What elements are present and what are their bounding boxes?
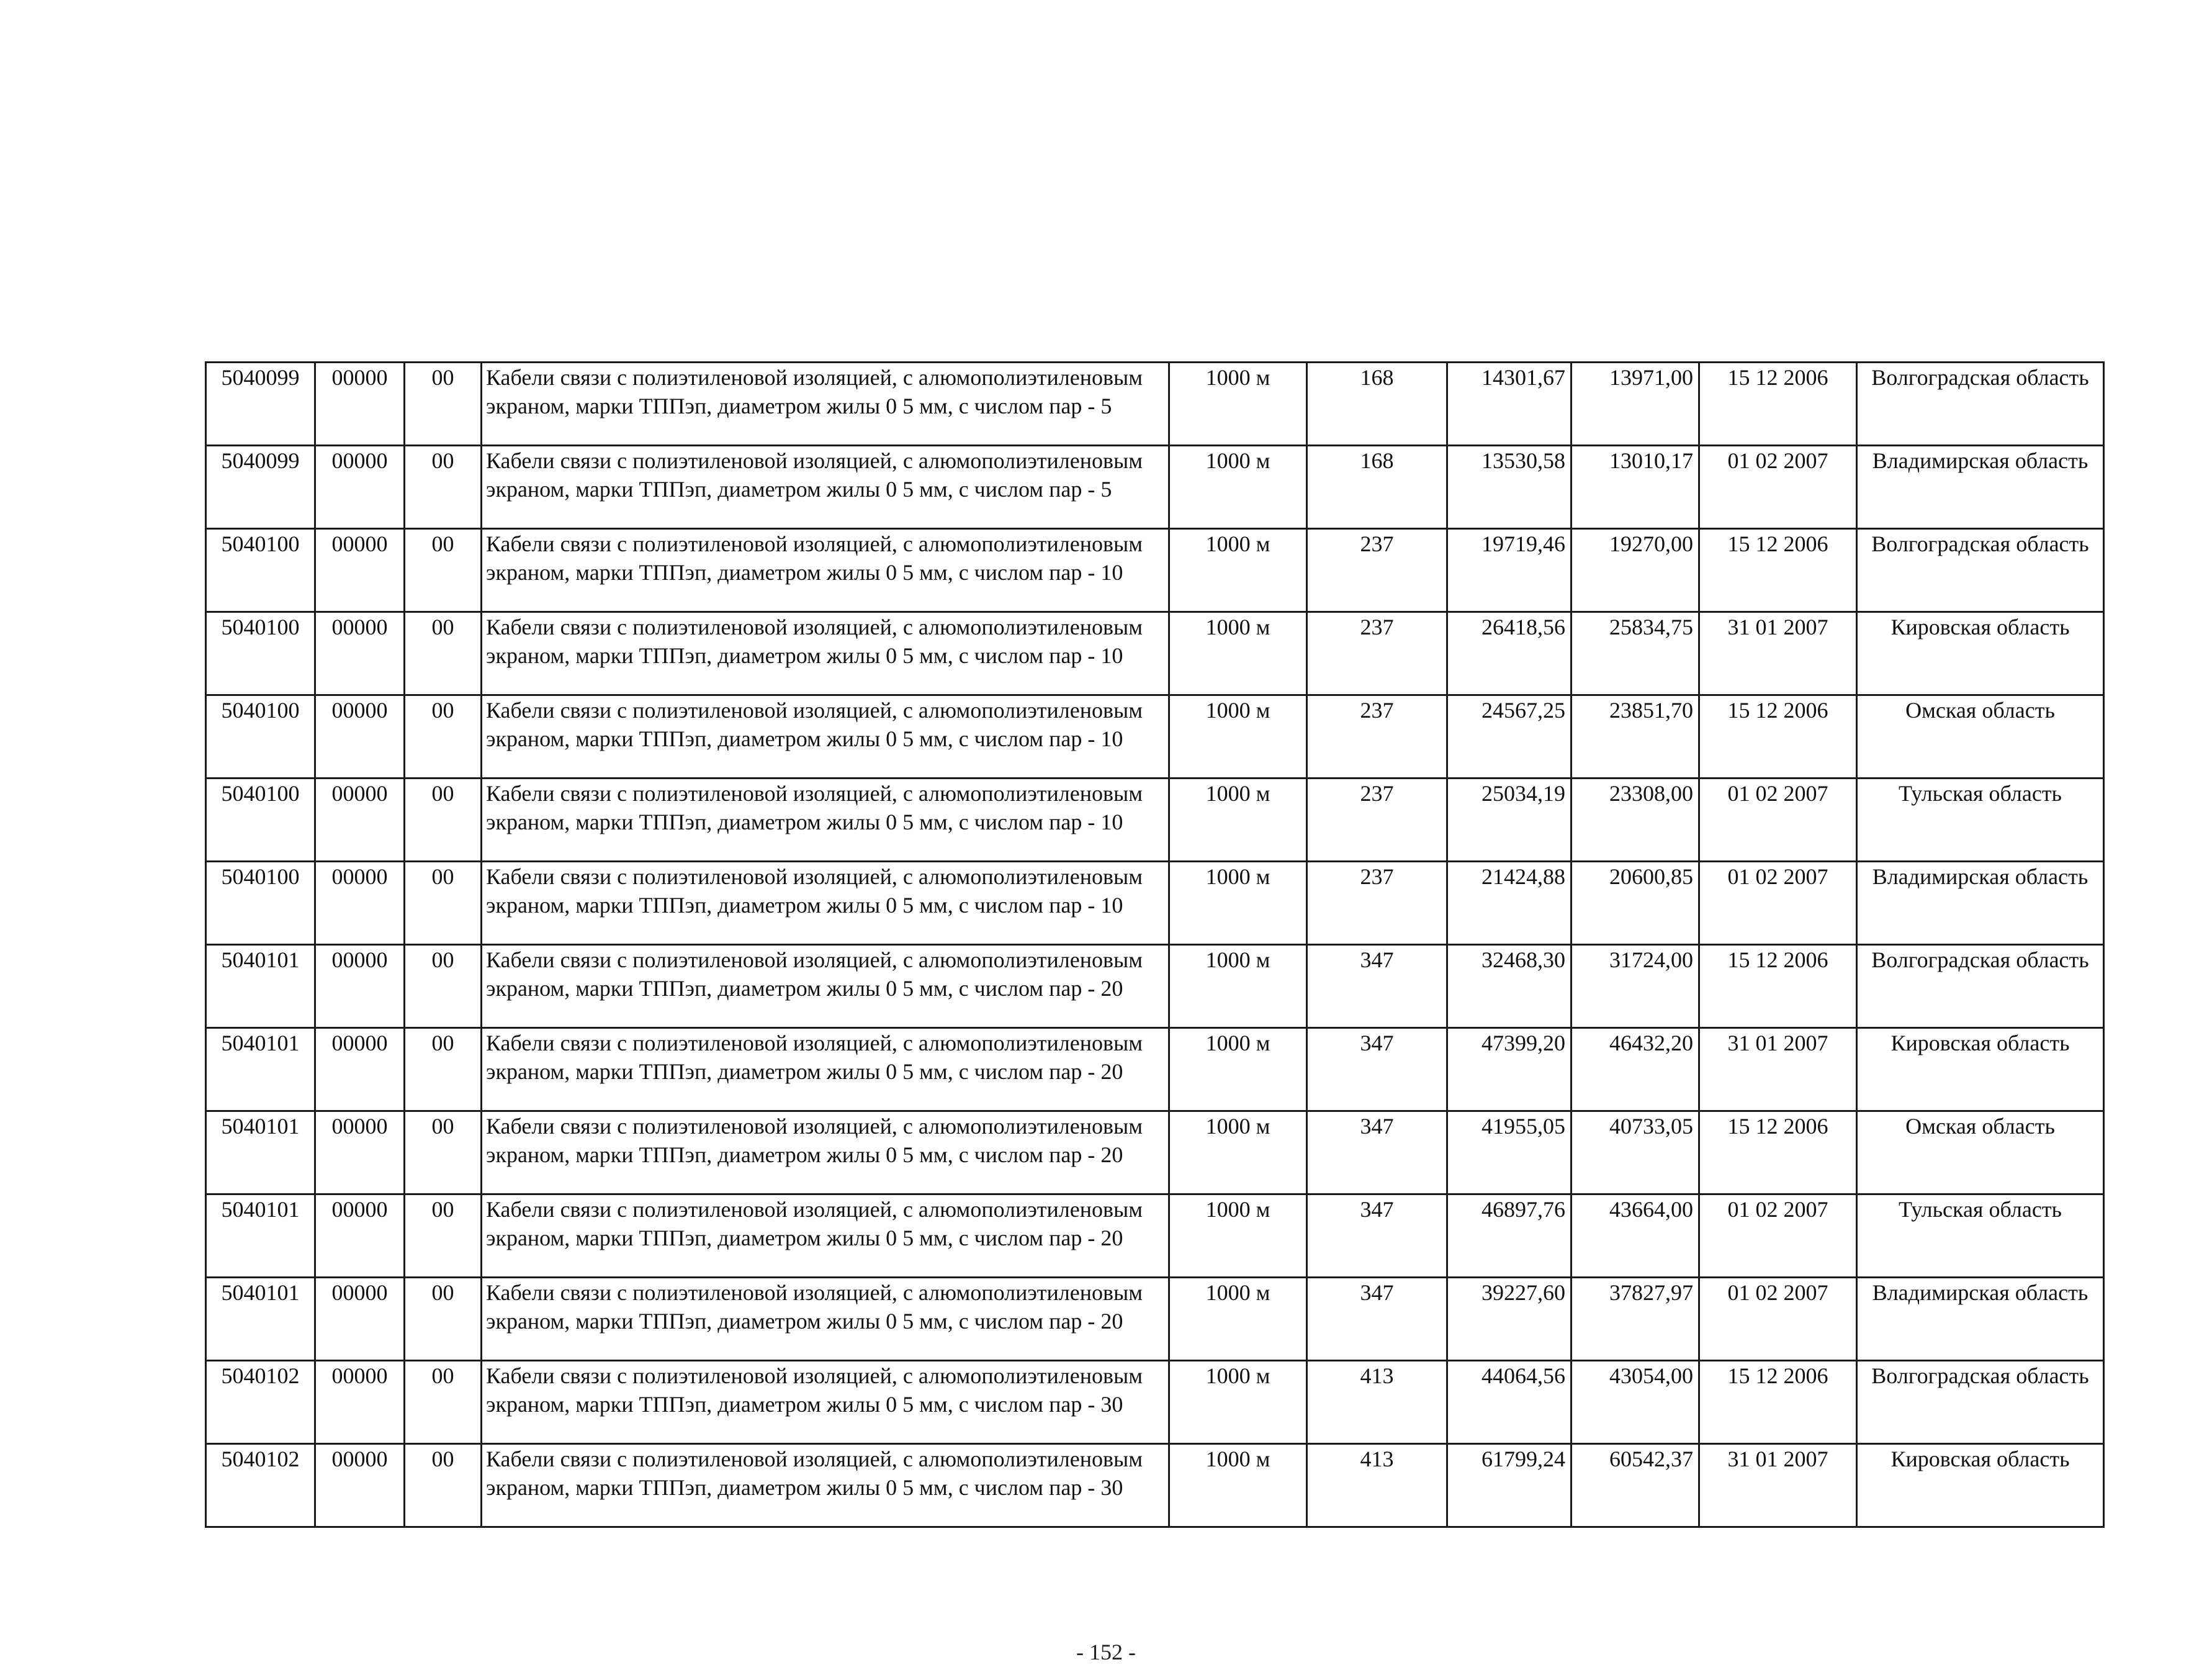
- cell-price-2: 13010,17: [1571, 446, 1699, 529]
- cell-unit: 1000 м: [1169, 363, 1307, 446]
- cell-region: Волгоградская область: [1857, 1361, 2104, 1444]
- table-row: [206, 612, 2104, 695]
- table-row: [206, 446, 2104, 529]
- cell-description: Кабели связи с полиэтиленовой изоляцией, с алюмополиэтиленовым экраном, марки ТППэп, диаметром жилы 0 5 мм, с числом пар - 30: [482, 1444, 1169, 1527]
- cell-part: 00: [405, 945, 482, 1028]
- cell-subcode: 00000: [315, 1194, 405, 1278]
- cell-price-1: 47399,20: [1447, 1028, 1571, 1111]
- cell-date: 15 12 2006: [1699, 363, 1857, 446]
- cell-part: 00: [405, 1111, 482, 1194]
- cell-code: 5040099: [206, 363, 315, 446]
- cell-code: 5040099: [206, 446, 315, 529]
- cell-subcode: 00000: [315, 1111, 405, 1194]
- cell-subcode: 00000: [315, 862, 405, 945]
- cell-date: 15 12 2006: [1699, 1361, 1857, 1444]
- table-row: [206, 1111, 2104, 1194]
- cell-date: 15 12 2006: [1699, 945, 1857, 1028]
- cell-unit: 1000 м: [1169, 446, 1307, 529]
- cell-subcode: 00000: [315, 529, 405, 612]
- cell-part: 00: [405, 1444, 482, 1527]
- cell-region: Владимирская область: [1857, 862, 2104, 945]
- cell-price-1: 26418,56: [1447, 612, 1571, 695]
- cell-part: 00: [405, 446, 482, 529]
- table-row: [206, 1278, 2104, 1361]
- cell-price-2: 43054,00: [1571, 1361, 1699, 1444]
- cell-quantity: 413: [1307, 1361, 1447, 1444]
- cell-quantity: 413: [1307, 1444, 1447, 1527]
- cell-region: Кировская область: [1857, 1028, 2104, 1111]
- cell-region: Волгоградская область: [1857, 529, 2104, 612]
- cell-description: Кабели связи с полиэтиленовой изоляцией, с алюмополиэтиленовым экраном, марки ТППэп, диаметром жилы 0 5 мм, с числом пар - 10: [482, 612, 1169, 695]
- cell-region: Волгоградская область: [1857, 945, 2104, 1028]
- cell-description: Кабели связи с полиэтиленовой изоляцией, с алюмополиэтиленовым экраном, марки ТППэп, диаметром жилы 0 5 мм, с числом пар - 20: [482, 1111, 1169, 1194]
- cell-part: 00: [405, 529, 482, 612]
- cell-price-2: 46432,20: [1571, 1028, 1699, 1111]
- cell-date: 01 02 2007: [1699, 446, 1857, 529]
- cell-part: 00: [405, 1194, 482, 1278]
- cell-code: 5040101: [206, 1278, 315, 1361]
- cell-part: 00: [405, 695, 482, 779]
- cell-subcode: 00000: [315, 1444, 405, 1527]
- cell-region: Владимирская область: [1857, 446, 2104, 529]
- cell-price-2: 25834,75: [1571, 612, 1699, 695]
- cell-subcode: 00000: [315, 945, 405, 1028]
- cell-unit: 1000 м: [1169, 945, 1307, 1028]
- cell-code: 5040101: [206, 1028, 315, 1111]
- cell-code: 5040100: [206, 779, 315, 862]
- cell-description: Кабели связи с полиэтиленовой изоляцией, с алюмополиэтиленовым экраном, марки ТППэп, диаметром жилы 0 5 мм, с числом пар - 20: [482, 1194, 1169, 1278]
- cell-price-1: 46897,76: [1447, 1194, 1571, 1278]
- cell-price-1: 32468,30: [1447, 945, 1571, 1028]
- cell-region: Омская область: [1857, 1111, 2104, 1194]
- cell-date: 01 02 2007: [1699, 1194, 1857, 1278]
- cell-description: Кабели связи с полиэтиленовой изоляцией, с алюмополиэтиленовым экраном, марки ТППэп, диаметром жилы 0 5 мм, с числом пар - 20: [482, 945, 1169, 1028]
- cell-description: Кабели связи с полиэтиленовой изоляцией, с алюмополиэтиленовым экраном, марки ТППэп, диаметром жилы 0 5 мм, с числом пар - 5: [482, 446, 1169, 529]
- price-table: [205, 361, 2105, 1528]
- cell-part: 00: [405, 1361, 482, 1444]
- table-row: [206, 529, 2104, 612]
- cell-unit: 1000 м: [1169, 1194, 1307, 1278]
- cell-unit: 1000 м: [1169, 1444, 1307, 1527]
- cell-subcode: 00000: [315, 446, 405, 529]
- cell-part: 00: [405, 363, 482, 446]
- table-row: [206, 695, 2104, 779]
- cell-price-1: 14301,67: [1447, 363, 1571, 446]
- cell-description: Кабели связи с полиэтиленовой изоляцией, с алюмополиэтиленовым экраном, марки ТППэп, диаметром жилы 0 5 мм, с числом пар - 10: [482, 529, 1169, 612]
- table-row: [206, 945, 2104, 1028]
- cell-price-1: 19719,46: [1447, 529, 1571, 612]
- table-row: [206, 363, 2104, 446]
- cell-date: 31 01 2007: [1699, 1444, 1857, 1527]
- cell-price-2: 23308,00: [1571, 779, 1699, 862]
- cell-price-2: 20600,85: [1571, 862, 1699, 945]
- cell-quantity: 347: [1307, 1111, 1447, 1194]
- cell-code: 5040101: [206, 945, 315, 1028]
- cell-date: 01 02 2007: [1699, 862, 1857, 945]
- cell-quantity: 347: [1307, 1028, 1447, 1111]
- cell-part: 00: [405, 862, 482, 945]
- cell-price-1: 25034,19: [1447, 779, 1571, 862]
- table-row: [206, 1444, 2104, 1527]
- cell-quantity: 168: [1307, 446, 1447, 529]
- table-row: [206, 1361, 2104, 1444]
- cell-region: Тульская область: [1857, 1194, 2104, 1278]
- cell-date: 31 01 2007: [1699, 1028, 1857, 1111]
- cell-unit: 1000 м: [1169, 1111, 1307, 1194]
- cell-description: Кабели связи с полиэтиленовой изоляцией, с алюмополиэтиленовым экраном, марки ТППэп, диаметром жилы 0 5 мм, с числом пар - 10: [482, 695, 1169, 779]
- cell-unit: 1000 м: [1169, 862, 1307, 945]
- cell-code: 5040102: [206, 1444, 315, 1527]
- cell-price-2: 13971,00: [1571, 363, 1699, 446]
- page-number: - 152 -: [1076, 1640, 1136, 1664]
- cell-quantity: 237: [1307, 529, 1447, 612]
- cell-date: 31 01 2007: [1699, 612, 1857, 695]
- cell-price-1: 61799,24: [1447, 1444, 1571, 1527]
- cell-code: 5040100: [206, 862, 315, 945]
- cell-description: Кабели связи с полиэтиленовой изоляцией, с алюмополиэтиленовым экраном, марки ТППэп, диаметром жилы 0 5 мм, с числом пар - 20: [482, 1278, 1169, 1361]
- cell-description: Кабели связи с полиэтиленовой изоляцией, с алюмополиэтиленовым экраном, марки ТППэп, диаметром жилы 0 5 мм, с числом пар - 20: [482, 1028, 1169, 1111]
- cell-part: 00: [405, 1278, 482, 1361]
- cell-price-2: 40733,05: [1571, 1111, 1699, 1194]
- cell-price-1: 39227,60: [1447, 1278, 1571, 1361]
- cell-subcode: 00000: [315, 612, 405, 695]
- cell-unit: 1000 м: [1169, 1028, 1307, 1111]
- cell-unit: 1000 м: [1169, 1361, 1307, 1444]
- cell-date: 15 12 2006: [1699, 1111, 1857, 1194]
- cell-price-2: 60542,37: [1571, 1444, 1699, 1527]
- cell-date: 15 12 2006: [1699, 529, 1857, 612]
- cell-part: 00: [405, 779, 482, 862]
- cell-description: Кабели связи с полиэтиленовой изоляцией, с алюмополиэтиленовым экраном, марки ТППэп, диаметром жилы 0 5 мм, с числом пар - 30: [482, 1361, 1169, 1444]
- cell-price-1: 13530,58: [1447, 446, 1571, 529]
- cell-quantity: 237: [1307, 862, 1447, 945]
- cell-description: Кабели связи с полиэтиленовой изоляцией, с алюмополиэтиленовым экраном, марки ТППэп, диаметром жилы 0 5 мм, с числом пар - 10: [482, 779, 1169, 862]
- cell-subcode: 00000: [315, 363, 405, 446]
- price-table-body: [206, 363, 2104, 1527]
- cell-quantity: 347: [1307, 1278, 1447, 1361]
- cell-date: 01 02 2007: [1699, 779, 1857, 862]
- cell-price-1: 21424,88: [1447, 862, 1571, 945]
- cell-code: 5040100: [206, 612, 315, 695]
- cell-price-1: 44064,56: [1447, 1361, 1571, 1444]
- cell-date: 01 02 2007: [1699, 1278, 1857, 1361]
- cell-code: 5040100: [206, 695, 315, 779]
- table-row: [206, 1028, 2104, 1111]
- cell-price-2: 43664,00: [1571, 1194, 1699, 1278]
- cell-subcode: 00000: [315, 1028, 405, 1111]
- cell-price-2: 37827,97: [1571, 1278, 1699, 1361]
- cell-part: 00: [405, 1028, 482, 1111]
- cell-region: Омская область: [1857, 695, 2104, 779]
- cell-region: Волгоградская область: [1857, 363, 2104, 446]
- cell-unit: 1000 м: [1169, 1278, 1307, 1361]
- cell-code: 5040101: [206, 1111, 315, 1194]
- cell-description: Кабели связи с полиэтиленовой изоляцией, с алюмополиэтиленовым экраном, марки ТППэп, диаметром жилы 0 5 мм, с числом пар - 10: [482, 862, 1169, 945]
- cell-code: 5040100: [206, 529, 315, 612]
- cell-price-2: 19270,00: [1571, 529, 1699, 612]
- cell-part: 00: [405, 612, 482, 695]
- cell-date: 15 12 2006: [1699, 695, 1857, 779]
- cell-unit: 1000 м: [1169, 612, 1307, 695]
- cell-quantity: 237: [1307, 779, 1447, 862]
- cell-unit: 1000 м: [1169, 695, 1307, 779]
- cell-quantity: 168: [1307, 363, 1447, 446]
- cell-region: Кировская область: [1857, 612, 2104, 695]
- table-row: [206, 1194, 2104, 1278]
- cell-price-1: 41955,05: [1447, 1111, 1571, 1194]
- cell-subcode: 00000: [315, 779, 405, 862]
- cell-region: Тульская область: [1857, 779, 2104, 862]
- cell-price-1: 24567,25: [1447, 695, 1571, 779]
- cell-code: 5040101: [206, 1194, 315, 1278]
- cell-unit: 1000 м: [1169, 779, 1307, 862]
- table-row: [206, 779, 2104, 862]
- cell-quantity: 347: [1307, 1194, 1447, 1278]
- cell-subcode: 00000: [315, 1361, 405, 1444]
- cell-description: Кабели связи с полиэтиленовой изоляцией, с алюмополиэтиленовым экраном, марки ТППэп, диаметром жилы 0 5 мм, с числом пар - 5: [482, 363, 1169, 446]
- cell-price-2: 31724,00: [1571, 945, 1699, 1028]
- table-row: [206, 862, 2104, 945]
- cell-subcode: 00000: [315, 695, 405, 779]
- cell-unit: 1000 м: [1169, 529, 1307, 612]
- cell-quantity: 237: [1307, 695, 1447, 779]
- cell-code: 5040102: [206, 1361, 315, 1444]
- cell-subcode: 00000: [315, 1278, 405, 1361]
- cell-quantity: 347: [1307, 945, 1447, 1028]
- cell-region: Кировская область: [1857, 1444, 2104, 1527]
- cell-price-2: 23851,70: [1571, 695, 1699, 779]
- cell-quantity: 237: [1307, 612, 1447, 695]
- cell-region: Владимирская область: [1857, 1278, 2104, 1361]
